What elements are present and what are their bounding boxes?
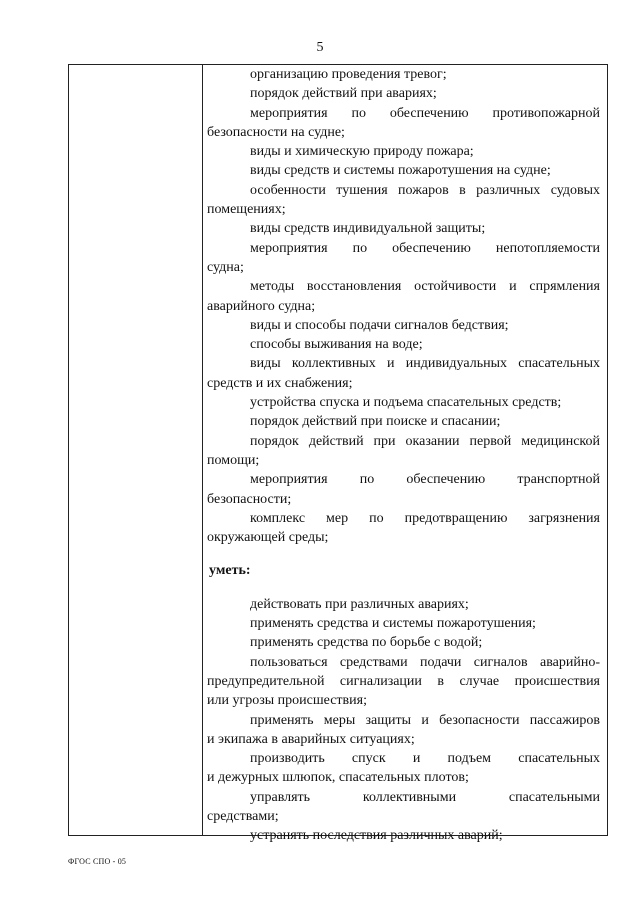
knowledge-item xyxy=(207,509,600,548)
knowledge-item xyxy=(207,432,600,471)
knowledge-list xyxy=(207,65,600,547)
text-line: порядок действий при авариях; xyxy=(250,86,437,102)
text-line: особенности тушения пожаров в различных судовых xyxy=(250,182,600,198)
text-line: применять средства и системы пожаротушения; xyxy=(250,616,536,632)
skill-item xyxy=(207,633,600,652)
text-line: виды коллективных и индивидуальных спасательных xyxy=(250,356,600,372)
knowledge-item xyxy=(207,470,600,509)
knowledge-item xyxy=(207,104,600,143)
skill-item xyxy=(207,826,600,845)
knowledge-item xyxy=(207,219,600,238)
knowledge-item xyxy=(207,239,600,278)
text-line: средств и их снабжения; xyxy=(207,375,353,391)
text-line: виды средств индивидуальной защиты; xyxy=(250,221,486,237)
text-line: устройства спуска и подъема спасательных средств; xyxy=(250,395,562,411)
text-line: виды средств и системы пожаротушения на судне; xyxy=(250,163,551,179)
skills-list xyxy=(207,595,600,846)
column-divider xyxy=(202,65,203,835)
text-line: помещениях; xyxy=(207,202,286,218)
text-line: виды и способы подачи сигналов бедствия; xyxy=(250,317,509,333)
text-line: безопасности; xyxy=(207,491,292,507)
text-line: организацию проведения тревог; xyxy=(250,67,447,82)
text-line: и дежурных шлюпок, спасательных плотов; xyxy=(207,770,469,786)
text-line: мероприятия по обеспечению непотопляемости xyxy=(250,240,600,256)
text-line: окружающей среды; xyxy=(207,530,329,546)
text-line: действовать при различных авариях; xyxy=(250,596,469,612)
knowledge-item xyxy=(207,161,600,180)
text-line: виды и химическую природу пожара; xyxy=(250,144,474,160)
text-line: комплекс мер по предотвращению загрязнения xyxy=(250,510,600,526)
text-line: порядок действий при оказании первой медицинской xyxy=(250,433,600,449)
skill-item xyxy=(207,711,600,750)
knowledge-item xyxy=(207,316,600,335)
knowledge-item xyxy=(207,412,600,431)
skill-item xyxy=(207,788,600,827)
text-line: и экипажа в аварийных ситуациях; xyxy=(207,731,415,747)
text-line: устранять последствия различных аварий; xyxy=(250,828,503,844)
text-line: безопасности на судне; xyxy=(207,124,345,140)
knowledge-item xyxy=(207,393,600,412)
requirements-table xyxy=(68,64,608,844)
skill-item xyxy=(207,749,600,788)
knowledge-item xyxy=(207,277,600,316)
knowledge-item xyxy=(207,335,600,354)
text-line: применять меры защиты и безопасности пассажиров xyxy=(250,712,600,728)
text-line: управлять коллективными спасательными xyxy=(250,789,600,805)
page-number: 5 xyxy=(316,40,324,55)
text-line: пользоваться средствами подачи сигналов аварийно- xyxy=(250,654,600,670)
knowledge-item xyxy=(207,181,600,220)
skill-item xyxy=(207,653,600,711)
text-line: помощи; xyxy=(207,452,260,468)
knowledge-item xyxy=(207,354,600,393)
text-line: применять средства по борьбе с водой; xyxy=(250,635,483,651)
text-line: или угрозы происшествия; xyxy=(207,693,367,709)
knowledge-item xyxy=(207,142,600,161)
footer-code: ФГОС СПО - 05 xyxy=(68,857,127,866)
requirements-cell xyxy=(207,65,600,846)
text-line: судна; xyxy=(207,259,244,275)
knowledge-item xyxy=(207,84,600,103)
text-line: мероприятия по обеспечению противопожарной xyxy=(250,105,600,121)
text-line: порядок действий при поиске и спасании; xyxy=(250,414,501,430)
text-line: средствами; xyxy=(207,808,279,824)
text-line: производить спуск и подъем спасательных xyxy=(250,751,600,767)
skill-item xyxy=(207,595,600,614)
knowledge-item xyxy=(207,65,600,84)
text-line: предупредительной сигнализации в случае происшествия xyxy=(207,673,600,689)
text-line: методы восстановления остойчивости и спрямления xyxy=(250,279,600,295)
text-line: способы выживания на воде; xyxy=(250,337,423,353)
skill-item xyxy=(207,614,600,633)
skills-heading: уметь: xyxy=(209,563,251,579)
text-line: мероприятия по обеспечению транспортной xyxy=(250,472,600,488)
text-line: аварийного судна; xyxy=(207,298,316,314)
